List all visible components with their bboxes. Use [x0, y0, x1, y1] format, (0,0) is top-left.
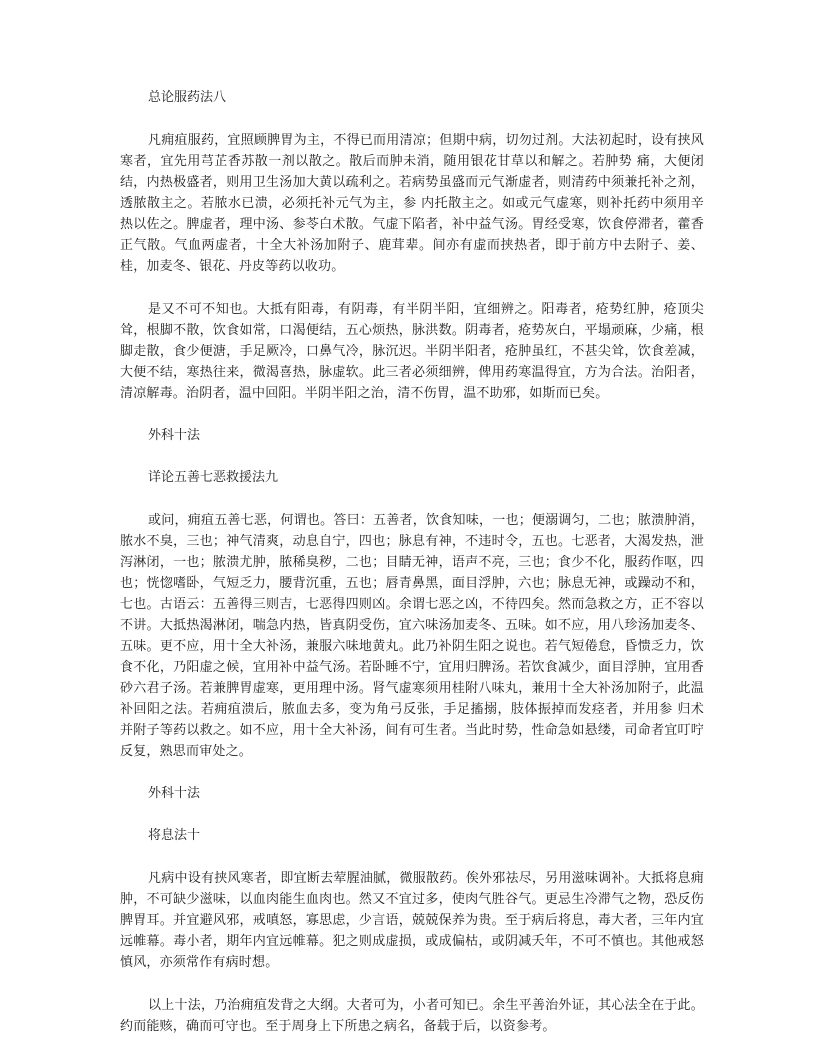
- document-page: [120, 88, 704, 1059]
- paragraph: 以上十法，乃治痈疽发背之大纲。大者可为，小者可知已。余生平善治外证，其心法全在于此。约而能赅，确而可守也。至于周身上下所患之病名，备载于后，以资参考。: [120, 998, 704, 1034]
- section-heading: 外科十法: [148, 786, 201, 801]
- paragraph: 或问，痈疽五善七恶，何谓也。答曰：五善者，饮食知味，一也；便溺调匀，二也；脓溃肿消，脓水不臭，三也；神气清爽，动息自宁，四也；脉息有神，不违时令，五也。七恶者，大渴发热，泄泻淋闭，一也；脓溃尤肿，脓稀臭秽，二也；目睛无神，语声不亮，三也；食少不化，服药作呕，四也；恍惚嗜卧，气短乏力，腰背沉重，五也；唇青鼻黑，面目浮肿，六也；脉息无神，或躁动不和，七也。古语云：五善得三则吉，七恶得四则凶。余谓七恶之凶，不待四矣。然而急救之方，正不容以不讲。大抵热渴淋闭，喘急内热，皆真阴受伤，宜六味汤加麦冬、五味。如不应，用八珍汤加麦冬、五味。更不应，用十全大补汤，兼服六味地黄丸。此乃补阴生阳之说也。若气短倦怠，昏愦乏力，饮食不化，乃阳虚之候，宜用补中益气汤。若卧睡不宁，宜用归脾汤。若饮食减少，面目浮肿，宜用香砂六君子汤。若兼脾胃虚寒，更用理中汤。肾气虚寒须用桂附八味丸，兼用十全大补汤加附子，此温补回阳之法。若痈疽溃后，脓血去多，变为角弓反张，手足搐搦，肢体振掉而发痉者，并用参 归术并附子等药以救之。如不应，用十全大补汤，间有可生者。当此时势，性命急如悬缕，司命者宜叮咛反复，熟思而审处之。: [120, 513, 704, 759]
- paragraph: 凡痈疽服药，宜照顾脾胃为主，不得已而用清凉；但期中病，切勿过剂。大法初起时，设有挟风寒者，宜先用芎芷香苏散一剂以散之。散后而肿未消，随用银花甘草以和解之。若肿势 痛，大便闭结，内热极盛者，则用卫生汤加大黄以疏利之。若病势虽盛而元气渐虚者，则清药中须兼托补之剂，透脓散主之。若脓水已溃，必须托补元气为主，参 内托散主之。如或元气虚寒，则补托药中须用辛热以佐之。脾虚者，理中汤、参苓白术散。气虚下陷者，补中益气汤。胃经受寒，饮食停滞者，藿香正气散。气血两虚者，十全大补汤加附子、鹿茸辈。间亦有虚而挟热者，即于前方中去附子、姜、桂，加麦冬、银花、丹皮等药以收功。: [120, 133, 704, 274]
- section-heading: 详论五善七恶救援法九: [148, 470, 279, 485]
- paragraph: 凡病中设有挟风寒者，即宜断去荤腥油腻，微服散药。俟外邪祛尽，另用滋味调补。大抵将息痈肿，不可缺少滋味，以血肉能生血肉也。然又不宜过多，使肉气胜谷气。更忌生冷滞气之物，恐反伤脾胃耳。并宜避风邪，戒嗔怒，寡思虑，少言语，兢兢保养为贵。至于病后将息，毒大者，三年内宜远帷幕。毒小者，期年内宜远帷幕。犯之则成虚损，或成偏枯，或阴减夭年，不可不慎也。其他戒怒慎风，亦须常作有病时想。: [120, 871, 704, 970]
- section-heading: 外科十法: [148, 428, 201, 443]
- section-heading: 总论服药法八: [148, 90, 227, 105]
- paragraph: 是又不可不知也。大抵有阳毒，有阴毒，有半阴半阳，宜细辨之。阳毒者，疮势红肿，疮顶尖耸，根脚不散，饮食如常，口渴便结，五心烦热，脉洪数。阴毒者，疮势灰白，平塌顽麻，少痛，根脚走散，食少便溏，手足厥冷，口鼻气冷，脉沉迟。半阴半阳者，疮肿虽红，不甚尖耸，饮食差减，大便不结，寒热往来，微渴喜热，脉虚软。此三者必须细辨，俾用药寒温得宜，方为合法。治阳者，清凉解毒。治阴者，温中回阳。半阴半阳之治，清不伤胃，温不助邪，如斯而已矣。: [120, 302, 704, 401]
- section-heading: 将息法十: [148, 828, 201, 843]
